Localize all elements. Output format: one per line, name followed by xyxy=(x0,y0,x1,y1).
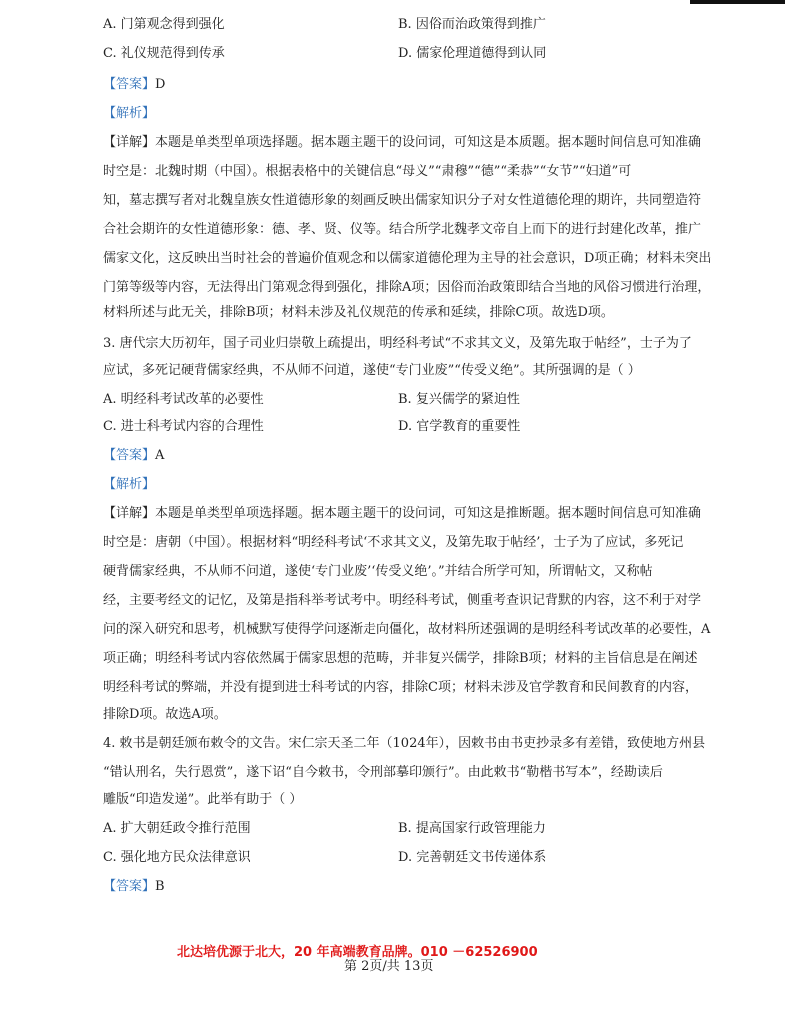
q3-detail-line-2: 时空是：唐朝（中国）。根据材料“明经科考试‘不求其文义，及第先取于帖经’，士子为了应试，多死记 xyxy=(103,535,684,550)
q2-option-a: A. 门第观念得到强化 xyxy=(103,17,225,32)
q4-answer-tag: 【答案】 xyxy=(103,879,156,894)
q4-answer-value: B xyxy=(155,879,165,894)
q3-detail-line-1: 【详解】本题是单类型单项选择题。据本题主题干的设问词，可知这是推断题。据本题时间信息可知准确 xyxy=(103,506,702,521)
q2-detail-line-3: 知，墓志撰写者对北魏皇族女性道德形象的刻画反映出儒家知识分子对女性道德伦理的期许，共同塑造符 xyxy=(103,193,702,208)
q3-stem-line-1: 3. 唐代宗大历初年，国子司业归崇敬上疏提出，明经科考试“不求其文义，及第先取于帖经”，士子为了 xyxy=(103,336,692,351)
q3-detail-line-7: 明经科考试的弊端，并没有提到进士科考试的内容，排除C项；材料未涉及官学教育和民间教育的内容， xyxy=(103,680,698,695)
q3-stem-line-2: 应试，多死记硬背儒家经典，不从师不问道，遂使“专门业废”“传受义绝”。其所强调的是（ ） xyxy=(103,363,641,378)
footer-brand-line: 北达培优源于北大，20 年高端教育品牌。010 －62526900 xyxy=(177,945,538,960)
q2-detail-line-2: 时空是：北魏时期（中国）。根据表格中的关键信息“母义”“肃穆”“德”“柔恭”“女节”“妇道”可 xyxy=(103,164,632,179)
q2-detail-line-7: 材料所述与此无关，排除B项；材料未涉及礼仪规范的传承和延续，排除C项。故选D项。 xyxy=(103,305,614,320)
q2-detail-tag: 【详解】 xyxy=(103,135,156,150)
q4-option-a: A. 扩大朝廷政令推行范围 xyxy=(103,821,251,836)
q3-option-d: D. 官学教育的重要性 xyxy=(398,419,521,434)
q2-analysis-tag: 【解析】 xyxy=(103,106,156,121)
q4-option-b: B. 提高国家行政管理能力 xyxy=(398,821,546,836)
q4-option-c: C. 强化地方民众法律意识 xyxy=(103,850,251,865)
q2-detail-line-4: 合社会期许的女性道德形象：德、孝、贤、仪等。结合所学北魏孝文帝自上而下的进行封建化改革，推广 xyxy=(103,222,702,237)
q4-option-d: D. 完善朝廷文书传递体系 xyxy=(398,850,547,865)
q3-analysis-tag: 【解析】 xyxy=(103,477,156,492)
q2-detail-line-6: 门第等级等内容，无法得出门第观念得到强化，排除A项；因俗而治政策即结合当地的风俗习惯进行治理， xyxy=(103,280,711,295)
q2-answer-value: D xyxy=(155,77,166,92)
q3-detail-line-3: 硬背儒家经典，不从师不问道，遂使‘专门业废’‘传受义绝’。”并结合所学可知，所谓帖文，又称帖 xyxy=(103,564,653,579)
q3-detail-line-5: 问的深入研究和思考，机械默写使得学问逐渐走向僵化，故材料所述强调的是明经科考试改革的必要性，A xyxy=(103,622,711,637)
q3-answer xyxy=(103,447,164,465)
q4-answer xyxy=(103,878,165,896)
q3-option-a: A. 明经科考试改革的必要性 xyxy=(103,392,264,407)
q3-option-c: C. 进士科考试内容的合理性 xyxy=(103,419,264,434)
q2-detail-line-5: 儒家文化，这反映出当时社会的普遍价值观念和以儒家道德伦理为主导的社会意识，D项正确；材料未突出 xyxy=(103,251,712,266)
q2-option-c: C. 礼仪规范得到传承 xyxy=(103,46,225,61)
q3-detail-tag: 【详解】 xyxy=(103,506,156,521)
q4-stem-line-1: 4. 敕书是朝廷颁布敕令的文告。宋仁宗天圣二年（1024年），因敕书由书吏抄录多有差错，致使地方州县 xyxy=(103,736,706,751)
q3-answer-tag: 【答案】 xyxy=(103,448,156,463)
q3-detail-line-8: 排除D项。故选A项。 xyxy=(103,707,227,722)
q3-detail-line-6: 项正确；明经科考试内容依然属于儒家思想的范畴，并非复兴儒学，排除B项；材料的主旨信息是在阐述 xyxy=(103,651,698,666)
q2-detail-line-1: 【详解】本题是单类型单项选择题。据本题主题干的设问词，可知这是本质题。据本题时间信息可知准确 xyxy=(103,135,702,150)
q2-option-d: D. 儒家伦理道德得到认同 xyxy=(398,46,547,61)
q4-stem-line-2: “错认刑名，失行恩赏”，遂下诏“自今敕书，令刑部摹印颁行”。由此敕书“勒楷书写本”，经勘读后 xyxy=(103,765,663,780)
q2-answer xyxy=(103,76,165,94)
q3-option-b: B. 复兴儒学的紧迫性 xyxy=(398,392,520,407)
footer-page-number: 第 2页/共 13页 xyxy=(344,959,434,974)
q3-detail-line-4: 经，主要考经文的记忆，及第是指科举考试考中。明经科考试，侧重考查识记背默的内容，这不利于对学 xyxy=(103,593,702,608)
q4-stem-line-3: 雕版“印造发递”。此举有助于（ ） xyxy=(103,792,303,807)
q2-answer-tag: 【答案】 xyxy=(103,77,156,92)
q2-option-b: B. 因俗而治政策得到推广 xyxy=(398,17,546,32)
q3-answer-value: A xyxy=(155,448,165,463)
header-logo-mark xyxy=(690,0,785,4)
